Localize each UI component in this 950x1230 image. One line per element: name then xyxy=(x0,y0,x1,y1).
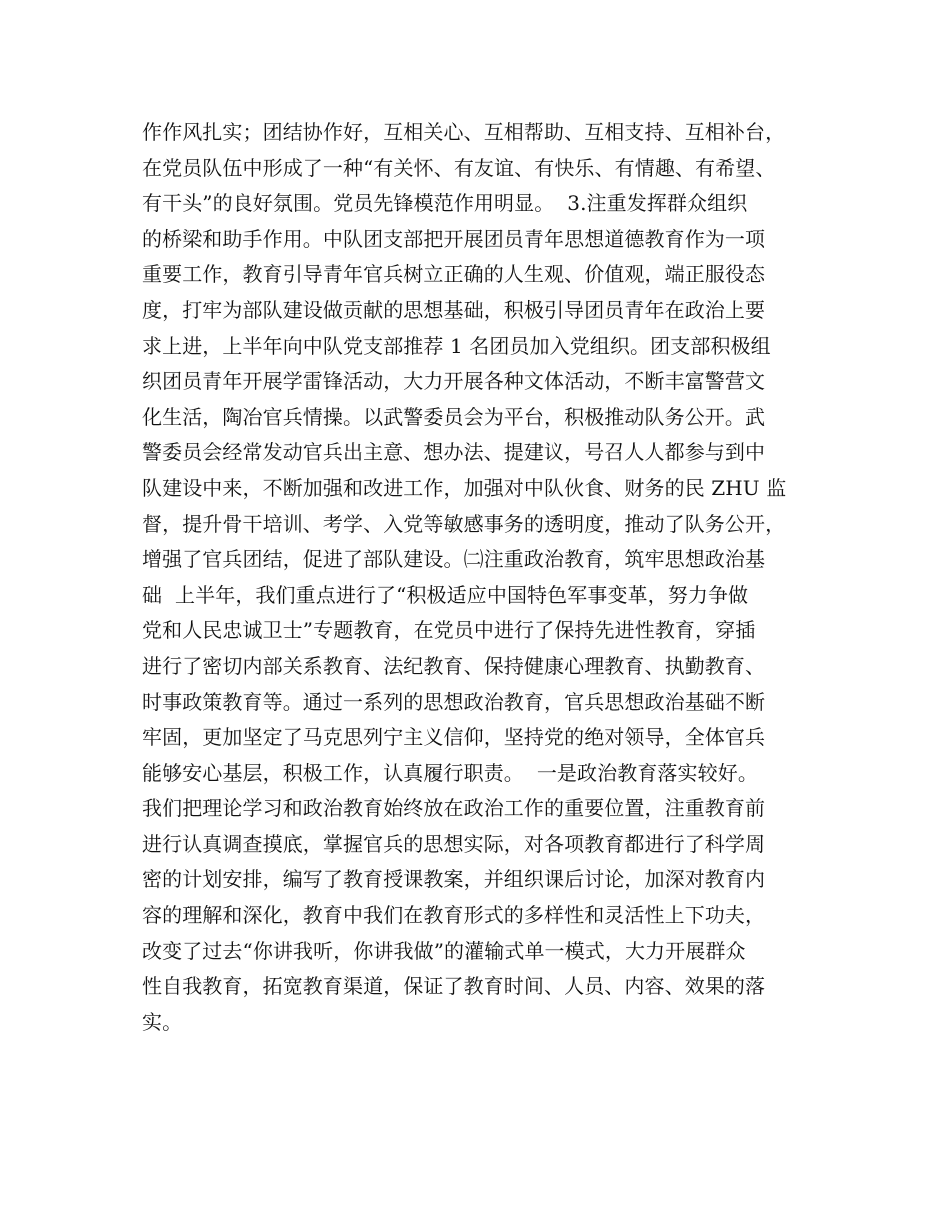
text-line: 性自我教育，拓宽教育渠道，保证了教育时间、人员、内容、效果的落 xyxy=(142,974,766,999)
text-line: 有干头”的良好氛围。党员先锋模范作用明显。 3.注重发挥群众组织 xyxy=(142,191,748,216)
text-line: 队建设中来，不断加强和改进工作，加强对中队伙食、财务的民 ZHU 监 xyxy=(142,475,787,500)
text-line: 容的理解和深化，教育中我们在教育形式的多样性和灵活性上下功夫， xyxy=(142,903,766,928)
text-line: 我们把理论学习和政治教育始终放在政治工作的重要位置，注重教育前 xyxy=(142,796,766,821)
text-line: 能够安心基层，积极工作，认真履行职责。 一是政治教育落实较好。 xyxy=(142,760,758,785)
text-line: 增强了官兵团结，促进了部队建设。㈡注重政治教育，筑牢思想政治基 xyxy=(142,547,766,572)
text-line: 改变了过去“你讲我听，你讲我做”的灌输式单一模式，大力开展群众 xyxy=(142,938,746,963)
text-line: 牢固，更加坚定了马克思列宁主义信仰，坚持党的绝对领导，全体官兵 xyxy=(142,725,766,750)
text-line: 时事政策教育等。通过一系列的思想政治教育，官兵思想政治基础不断 xyxy=(142,689,766,714)
text-line: 作作风扎实；团结协作好，互相关心、互相帮助、互相支持、互相补台， xyxy=(142,120,786,144)
text-line: 党和人民忠诚卫士”专题教育，在党员中进行了保持先进性教育，穿插 xyxy=(142,618,756,643)
text-line: 化生活，陶冶官兵情操。以武警委员会为平台，积极推动队务公开。武 xyxy=(142,404,766,429)
text-line: 织团员青年开展学雷锋活动，大力开展各种文体活动，不断丰富警营文 xyxy=(142,369,766,394)
text-line: 重要工作，教育引导青年官兵树立正确的人生观、价值观，端正服役态 xyxy=(142,262,766,287)
text-line: 实。 xyxy=(142,1009,183,1034)
text-line: 警委员会经常发动官兵出主意、想办法、提建议，号召人人都参与到中 xyxy=(142,440,766,465)
text-line: 础 上半年，我们重点进行了“积极适应中国特色军事变革，努力争做 xyxy=(142,582,749,607)
text-line: 督，提升骨干培训、考学、入党等敏感事务的透明度，推动了队务公开， xyxy=(142,511,786,536)
text-line: 在党员队伍中形成了一种“有关怀、有友谊、有快乐、有情趣、有希望、 xyxy=(142,155,776,180)
text-line: 进行了密切内部关系教育、法纪教育、保持健康心理教育、执勤教育、 xyxy=(142,653,766,678)
text-line: 度，打牢为部队建设做贡献的思想基础，积极引导团员青年在政治上要 xyxy=(142,297,766,322)
text-line: 密的计划安排，编写了教育授课教案，并组织课后讨论，加深对教育内 xyxy=(142,867,766,892)
text-line: 求上进，上半年向中队党支部推荐 1 名团员加入党组织。团支部积极组 xyxy=(142,333,771,358)
text-line: 进行认真调查摸底，掌握官兵的思想实际，对各项教育都进行了科学周 xyxy=(142,831,766,856)
text-line: 的桥梁和助手作用。中队团支部把开展团员青年思想道德教育作为一项 xyxy=(142,226,766,251)
body-text xyxy=(142,115,832,1040)
